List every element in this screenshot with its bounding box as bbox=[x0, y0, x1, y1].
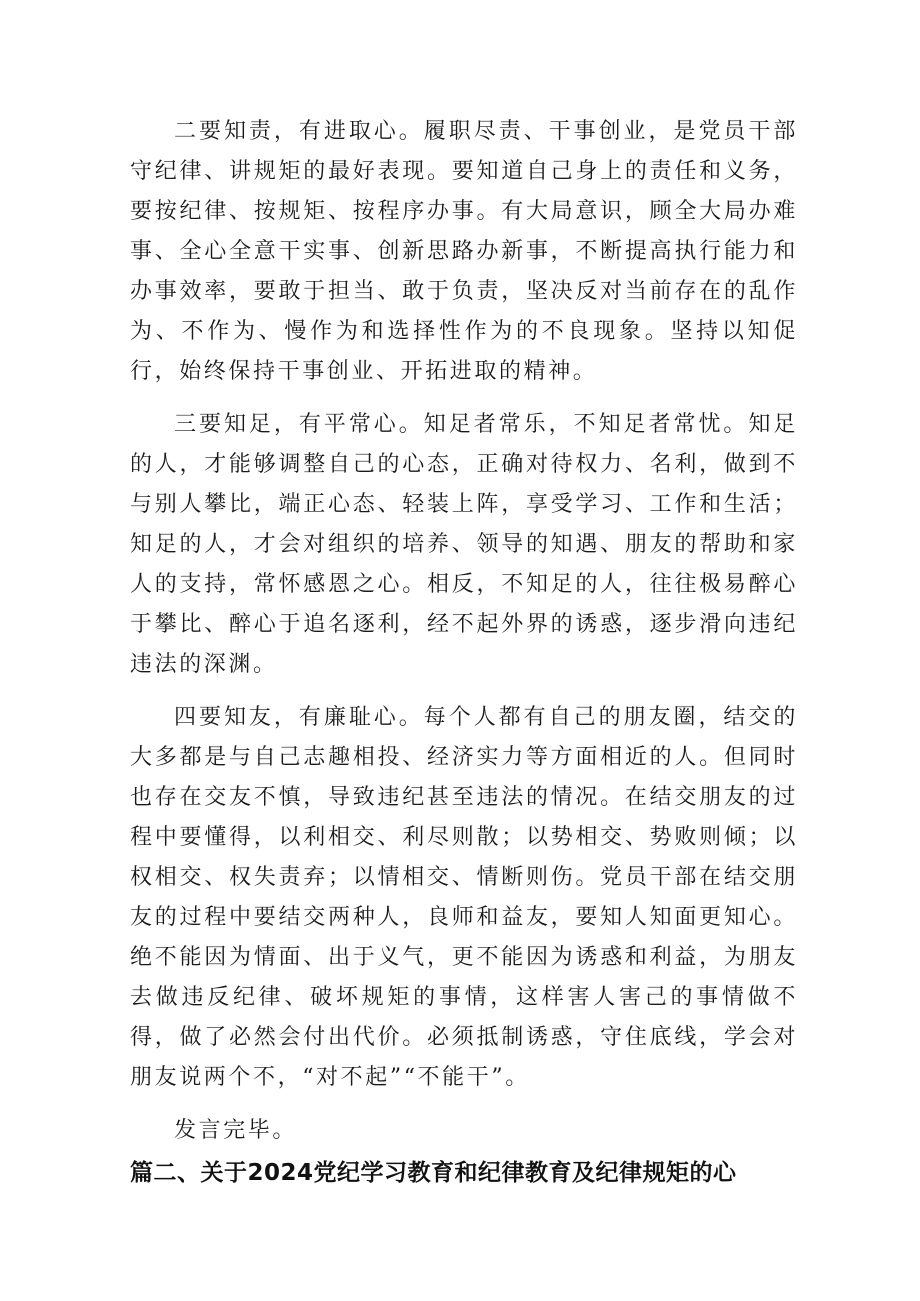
paragraph-zhizu: 三要知足，有平常心。知足者常乐，不知足者常忧。知足的人，才能够调整自己的心态，正确对待权力、名利，做到不与别人攀比，端正心态、轻装上阵，享受学习、工作和生活；知足的人，才会对组织的培养、领导的知遇、朋友的帮助和家人的支持，常怀感恩之心。相反，不知足的人，往往极易醉心于攀比、醉心于追名逐利，经不起外界的诱惑，逐步滑向违纪违法的深渊。 bbox=[130, 412, 798, 677]
paragraph-zhize: 二要知责，有进取心。履职尽责、干事创业，是党员干部守纪律、讲规矩的最好表现。要知道自己身上的责任和义务，要按纪律、按规矩、按程序办事。有大局意识，顾全大局办难事、全心全意干实事、创新思路办新事，不断提高执行能力和办事效率，要敢于担当、敢于负责，坚决反对当前存在的乱作为、不作为、慢作为和选择性作为的不良现象。坚持以知促行，始终保持干事创业、开拓进取的精神。 bbox=[130, 119, 798, 384]
paragraph-zhiyou: 四要知友，有廉耻心。每个人都有自己的朋友圈，结交的大多都是与自己志趣相投、经济实力等方面相近的人。但同时也存在交友不慎，导致违纪甚至违法的情况。在结交朋友的过程中要懂得，以利相交、利尽则散；以势相交、势败则倾；以权相交、权失责弃；以情相交、情断则伤。党员干部在结交朋友的过程中要结交两种人，良师和益友，要知人知面更知心。绝不能因为情面、出于义气，更不能因为诱惑和利益，为朋友去做违反纪律、破坏规矩的事情，这样害人害己的事情做不得，做了必然会付出代价。必须抵制诱惑，守住底线，学会对朋友说两个不，“对不起”“不能干”。 bbox=[130, 705, 798, 1090]
document-body bbox=[130, 112, 798, 1151]
closing-remark: 发言完毕。 bbox=[174, 1118, 298, 1143]
section-heading: 篇二、关于2024党纪学习教育和纪律教育及纪律规矩的心 bbox=[130, 1160, 737, 1186]
